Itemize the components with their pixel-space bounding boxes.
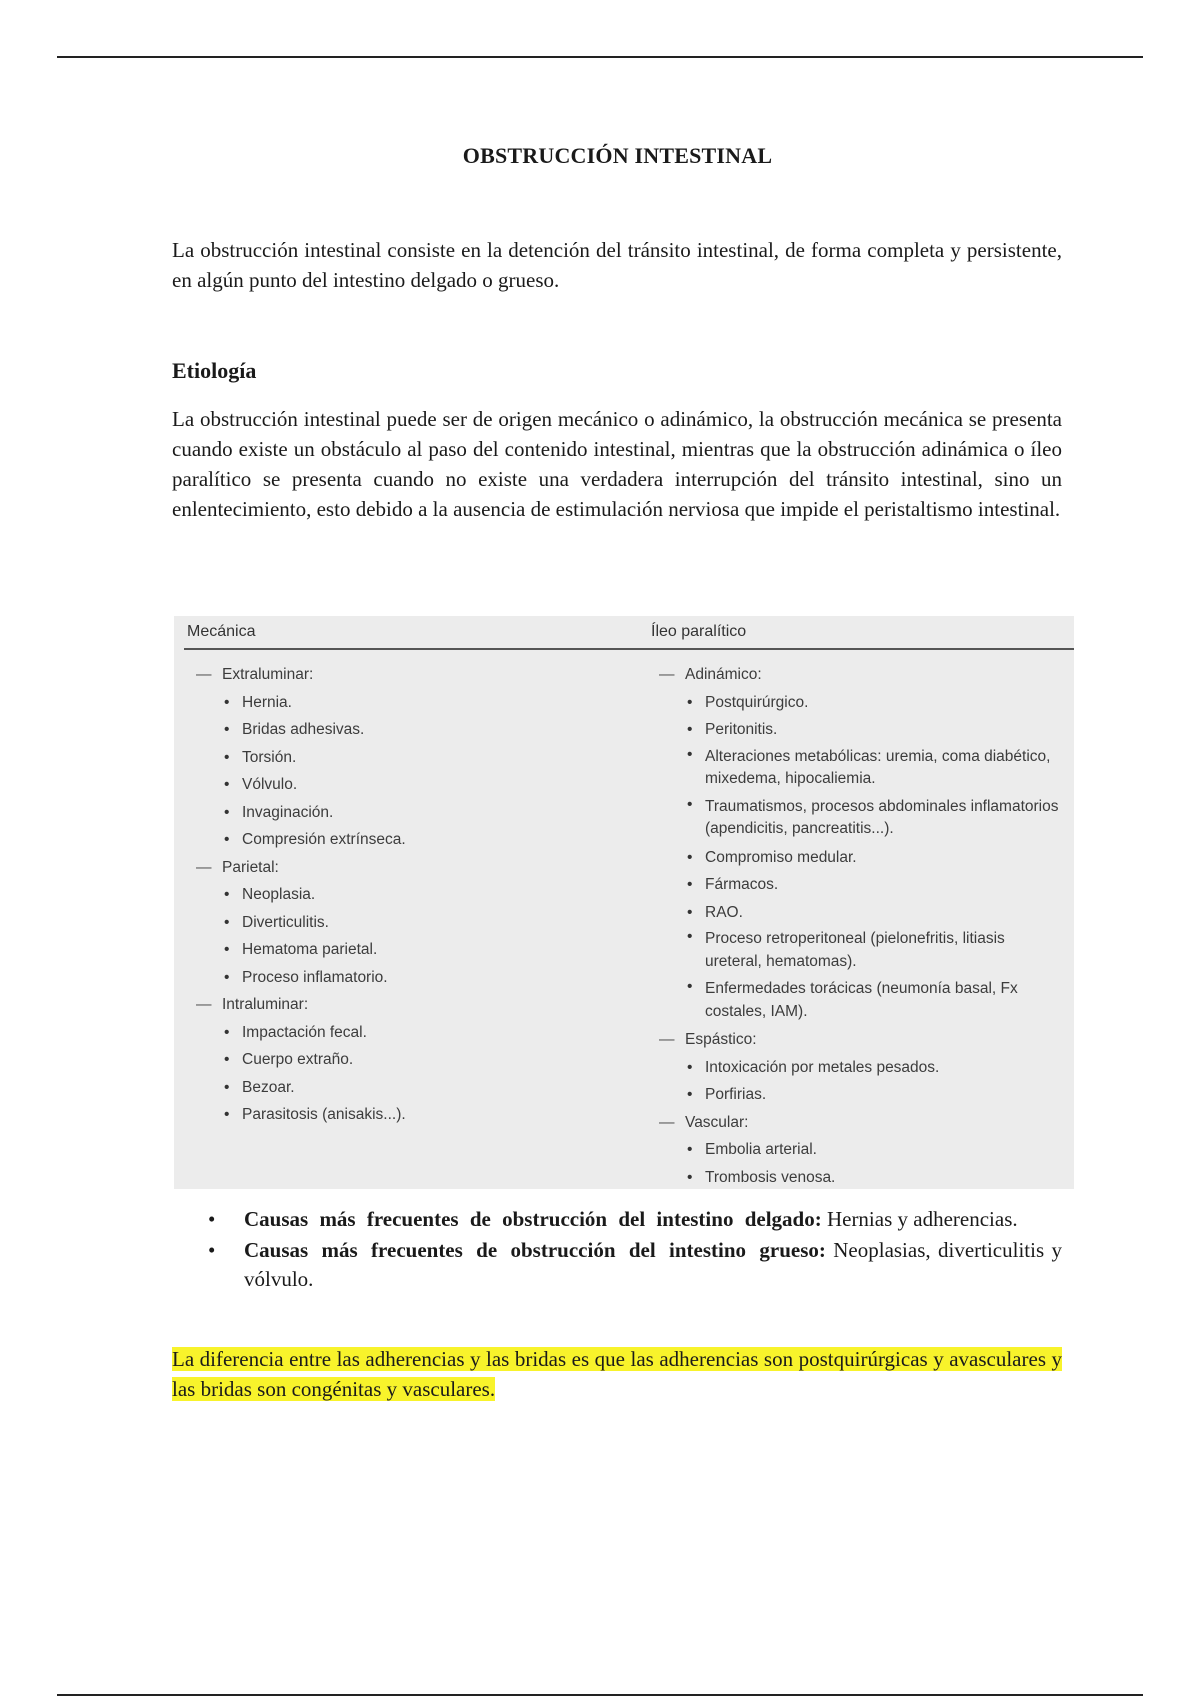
list-item: • Alteraciones metabólicas: uremia, coma diabético, mixedema, hipocaliemia. [659,744,1064,794]
intro-paragraph: La obstrucción intestinal consiste en la detención del tránsito intestinal, de forma completa y persistente, en algún punto del intestino delgado o grueso. [172,238,1062,292]
bullet-bold: Causas más frecuentes de obstrucción del intestino delgado: [244,1207,822,1231]
list-item: • Peritonitis. [659,716,1064,744]
table-column-ileo-paralitico [659,661,1064,1191]
table-header-ileo-paralitico: Íleo paralítico [651,623,747,640]
list-item [172,1236,1062,1294]
highlighted-note [172,1344,1062,1404]
table-header-divider [184,648,1074,650]
list-item: • Impactación fecal. [196,1019,626,1047]
list-item: • Intoxicación por metales pesados. [659,1054,1064,1082]
list-item: • Diverticulitis. [196,909,626,937]
top-rule [57,56,1143,58]
list-item: • Trombosis venosa. [659,1164,1064,1192]
list-item: • Parasitosis (anisakis...). [196,1101,626,1129]
bullet-text: Neoplasias, diverticulitis y vólvulo. [244,1238,1062,1291]
list-item: • Compromiso medular. [659,844,1064,872]
list-item: • Hematoma parietal. [196,936,626,964]
group-label: — Vascular: [659,1109,1064,1137]
group-label: — Extraluminar: [196,661,626,689]
causes-table [174,616,1074,1189]
list-item: • Postquirúrgico. [659,689,1064,717]
list-item: • Porfirias. [659,1081,1064,1109]
list-item: • Torsión. [196,744,626,772]
group-label: — Intraluminar: [196,991,626,1019]
etiologia-paragraph: La obstrucción intestinal puede ser de origen mecánico o adinámico, la obstrucción mecánica se presenta cuando existe un obstáculo al paso del contenido intestinal, mientras que la obstrucción adinámica o íleo paralítico se presenta cuando no existe una verdadera interrupción del tránsito intestinal, sino un enlentecimiento, esto debido a la ausencia de estimulación nerviosa que impide el peristaltismo intestinal. [172,407,1062,521]
list-item: • Embolia arterial. [659,1136,1064,1164]
list-item: • Hernia. [196,689,626,717]
section-heading-etiologia: Etiología [172,358,257,383]
list-item: • Traumatismos, procesos abdominales inflamatorios (apendicitis, pancreatitis...). [659,794,1064,844]
page-title: OBSTRUCCIÓN INTESTINAL [462,143,773,168]
list-item: • RAO. [659,899,1064,927]
frequent-causes-list [172,1205,1062,1296]
table-header [174,616,1074,648]
list-item: • Neoplasia. [196,881,626,909]
list-item [172,1205,1062,1234]
bullet-text: Hernias y adherencias. [821,1207,1018,1231]
list-item: • Enfermedades torácicas (neumonía basal, Fx costales, IAM). [659,976,1064,1026]
list-item: • Invaginación. [196,799,626,827]
group-label: — Parietal: [196,854,626,882]
group-label: — Adinámico: [659,661,1064,689]
bottom-rule [57,1694,1143,1696]
group-label: — Espástico: [659,1026,1064,1054]
list-item: • Bezoar. [196,1074,626,1102]
list-item: • Cuerpo extraño. [196,1046,626,1074]
list-item: • Fármacos. [659,871,1064,899]
bullet-bold: Causas más frecuentes de obstrucción del intestino grueso: [244,1238,826,1262]
highlighted-text: La diferencia entre las adherencias y las bridas es que las adherencias son postquirúrgicas y avasculares y las bridas son congénitas y vasculares. [172,1347,1062,1401]
list-item: • Proceso retroperitoneal (pielonefritis, litiasis ureteral, hematomas). [659,926,1064,976]
list-item: • Vólvulo. [196,771,626,799]
list-item: • Proceso inflamatorio. [196,964,626,992]
table-column-mecanica [196,661,626,1129]
table-header-mecanica: Mecánica [187,623,256,640]
list-item: • Compresión extrínseca. [196,826,626,854]
list-item: • Bridas adhesivas. [196,716,626,744]
